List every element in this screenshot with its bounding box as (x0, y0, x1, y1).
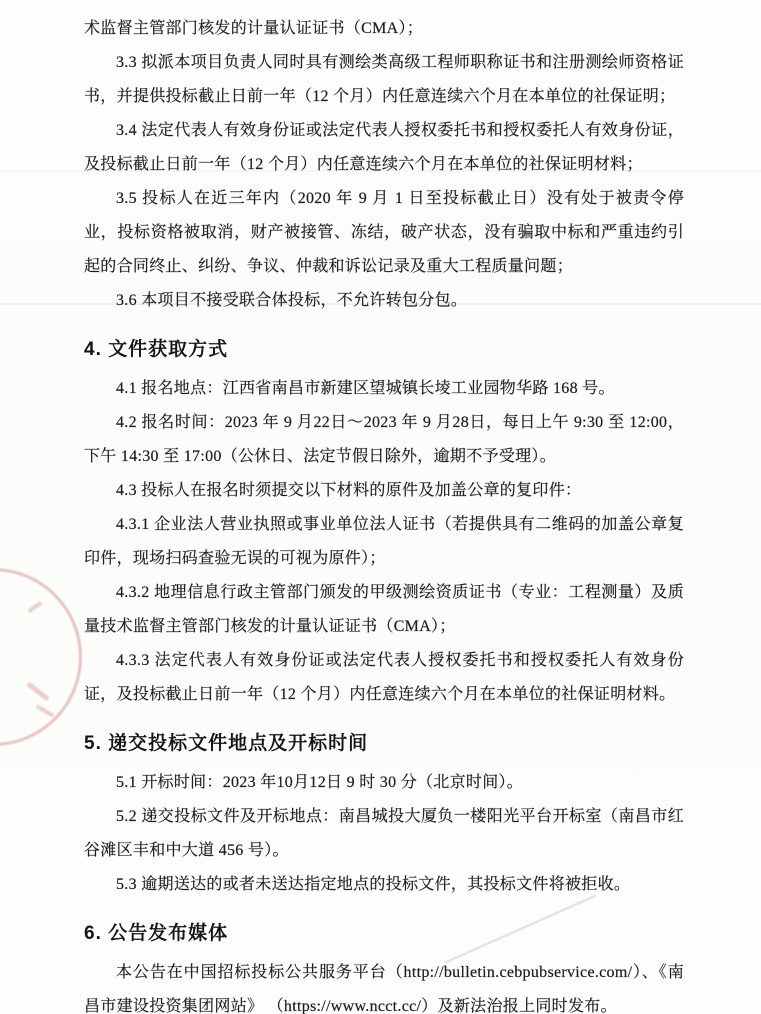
para-5-3: 5.3 逾期送达的或者未送达指定地点的投标文件，其投标文件将被拒收。 (116, 876, 631, 893)
para-3-6: 3.6 本项目不接受联合体投标，不允许转包分包。 (116, 292, 468, 309)
seal-ink-mark (35, 704, 54, 717)
section-5-heading: 5. 递交投标文件地点及开标时间 (84, 733, 369, 754)
document-content (84, 12, 684, 1014)
para-5-1: 5.1 开标时间：2023 年10月12日 9 时 30 分（北京时间）。 (116, 774, 524, 791)
section-6-heading: 6. 公告发布媒体 (84, 923, 229, 944)
para-3-3: 3.3 拟派本项目负责人同时具有测绘类高级工程师职称证书和注册测绘师资格证书，并提供投标截止日前一年（12 个月）内任意连续六个月在本单位的社保证明； (84, 54, 684, 105)
section-4-heading: 4. 文件获取方式 (84, 339, 229, 360)
para-4-1: 4.1 报名地点：江西省南昌市新建区望城镇长堎工业园物华路 168 号。 (116, 380, 615, 397)
para-4-3: 4.3 投标人在报名时须提交以下材料的原件及加盖公章的复印件： (116, 482, 582, 499)
para-5-2: 5.2 递交投标文件及开标地点：南昌城投大厦负一楼阳光平台开标室（南昌市红谷滩区丰和中大道 456 号）。 (84, 808, 684, 859)
para-4-3-2: 4.3.2 地理信息行政主管部门颁发的甲级测绘资质证书（专业：工程测量）及质量技术监督主管部门核发的计量认证证书（CMA）； (84, 584, 684, 635)
para-6-announcement: 本公告在中国招标投标公共服务平台（http://bulletin.cebpubservice.com/）、《南昌市建设投资集团网站》 （https://www.ncct.cc/）及新法治报上同时发布。 (84, 964, 684, 1014)
para-3-4: 3.4 法定代表人有效身份证或法定代表人授权委托书和授权委托人有效身份证，及投标截止日前一年（12 个月）内任意连续六个月在本单位的社保证明材料； (84, 122, 684, 173)
para-cma-continuation: 术监督主管部门核发的计量认证证书（CMA）； (84, 20, 424, 37)
para-4-3-3: 4.3.3 法定代表人有效身份证或法定代表人授权委托书和授权委托人有效身份证，及投标截止日前一年（12 个月）内任意连续六个月在本单位的社保证明材料。 (84, 652, 684, 703)
para-4-2: 4.2 报名时间：2023 年 9 月22日～2023 年 9 月28日，每日上午 9:30 至 12:00，下午 14:30 至 17:00（公休日、法定节假日除外，逾期不予受理）。 (84, 414, 684, 465)
red-seal-stamp (0, 568, 82, 746)
seal-ink-mark (26, 682, 50, 702)
seal-ink-mark (27, 601, 42, 613)
para-3-5: 3.5 投标人在近三年内（2020 年 9 月 1 日至投标截止日）没有处于被责令停业，投标资格被取消，财产被接管、冻结，破产状态，没有骗取中标和严重违约引起的合同终止、纠纷、争议、仲裁和诉讼记录及重大工程质量问题； (84, 190, 684, 275)
para-4-3-1: 4.3.1 企业法人营业执照或事业单位法人证书（若提供具有二维码的加盖公章复印件，现场扫码查验无误的可视为原件）； (84, 516, 684, 567)
